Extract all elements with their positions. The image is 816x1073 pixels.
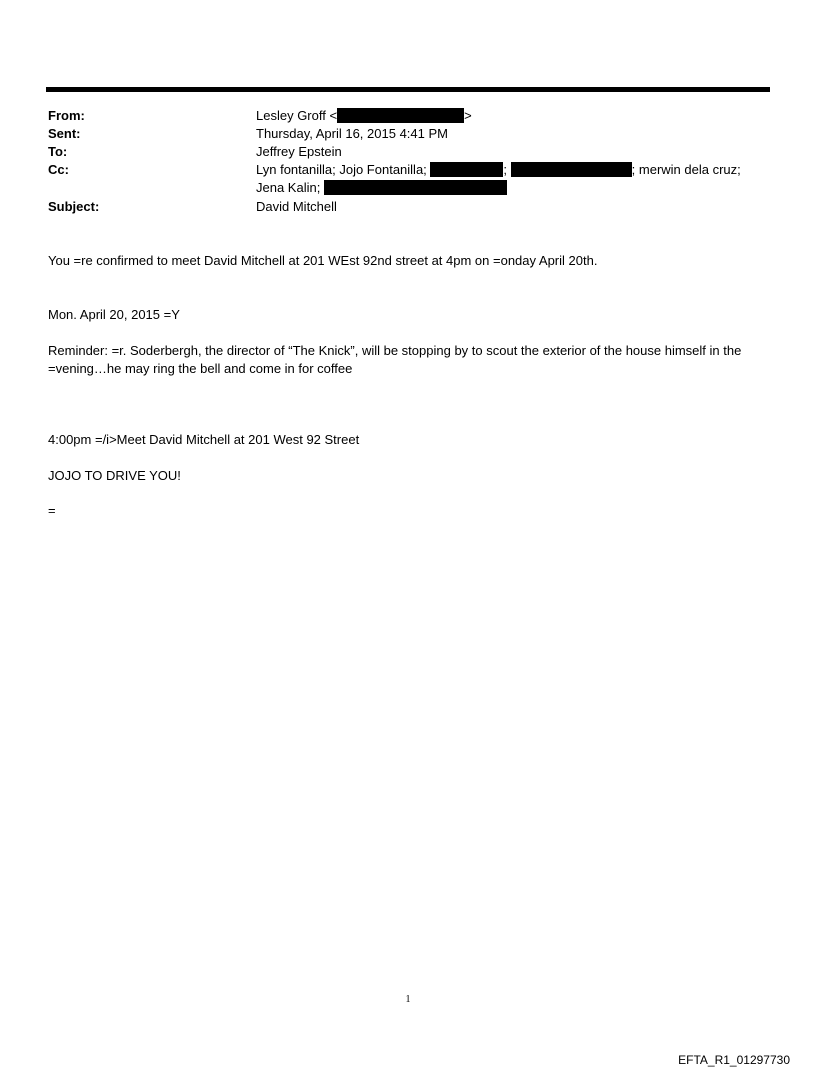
cc-names-2: ; merwin dela cruz; xyxy=(631,162,741,177)
body-trailing-char: = xyxy=(48,503,56,518)
body-confirmation: You =re confirmed to meet David Mitchell at 201 WEst 92nd street at 4pm on =onday April 20th. xyxy=(48,253,598,268)
redaction-box xyxy=(337,108,464,123)
page-number: 1 xyxy=(405,994,411,1005)
from-value xyxy=(256,107,472,125)
sent-label: Sent: xyxy=(48,126,81,141)
redaction-box xyxy=(511,162,632,177)
from-label: From: xyxy=(48,108,85,123)
from-bracket: > xyxy=(464,108,472,123)
subject-value: David Mitchell xyxy=(256,199,337,214)
header-divider xyxy=(46,87,770,92)
from-name: Lesley Groff < xyxy=(256,108,338,123)
body-reminder: Reminder: =r. Soderbergh, the director of “The Knick”, will be stopping by to scout the exterior of the house himself in the =vening…he may ring the bell and come in for coffee xyxy=(48,343,742,376)
redaction-box xyxy=(324,180,507,195)
body-appointment: 4:00pm =/i>Meet David Mitchell at 201 West 92 Street xyxy=(48,432,360,447)
body-driver-note: JOJO TO DRIVE YOU! xyxy=(48,468,181,483)
cc-value-line1 xyxy=(256,161,741,179)
document-id: EFTA_R1_01297730 xyxy=(678,1053,790,1067)
sent-value: Thursday, April 16, 2015 4:41 PM xyxy=(256,126,448,141)
subject-label: Subject: xyxy=(48,199,100,214)
cc-label: Cc: xyxy=(48,162,69,177)
cc-names-3: Jena Kalin; xyxy=(256,180,321,195)
body-date: Mon. April 20, 2015 =Y xyxy=(48,307,180,322)
cc-names: Lyn fontanilla; Jojo Fontanilla; xyxy=(256,162,427,177)
to-value: Jeffrey Epstein xyxy=(256,144,342,159)
cc-separator: ; xyxy=(503,162,508,177)
cc-value-line2 xyxy=(256,179,507,197)
redaction-box xyxy=(430,162,503,177)
to-label: To: xyxy=(48,144,68,159)
